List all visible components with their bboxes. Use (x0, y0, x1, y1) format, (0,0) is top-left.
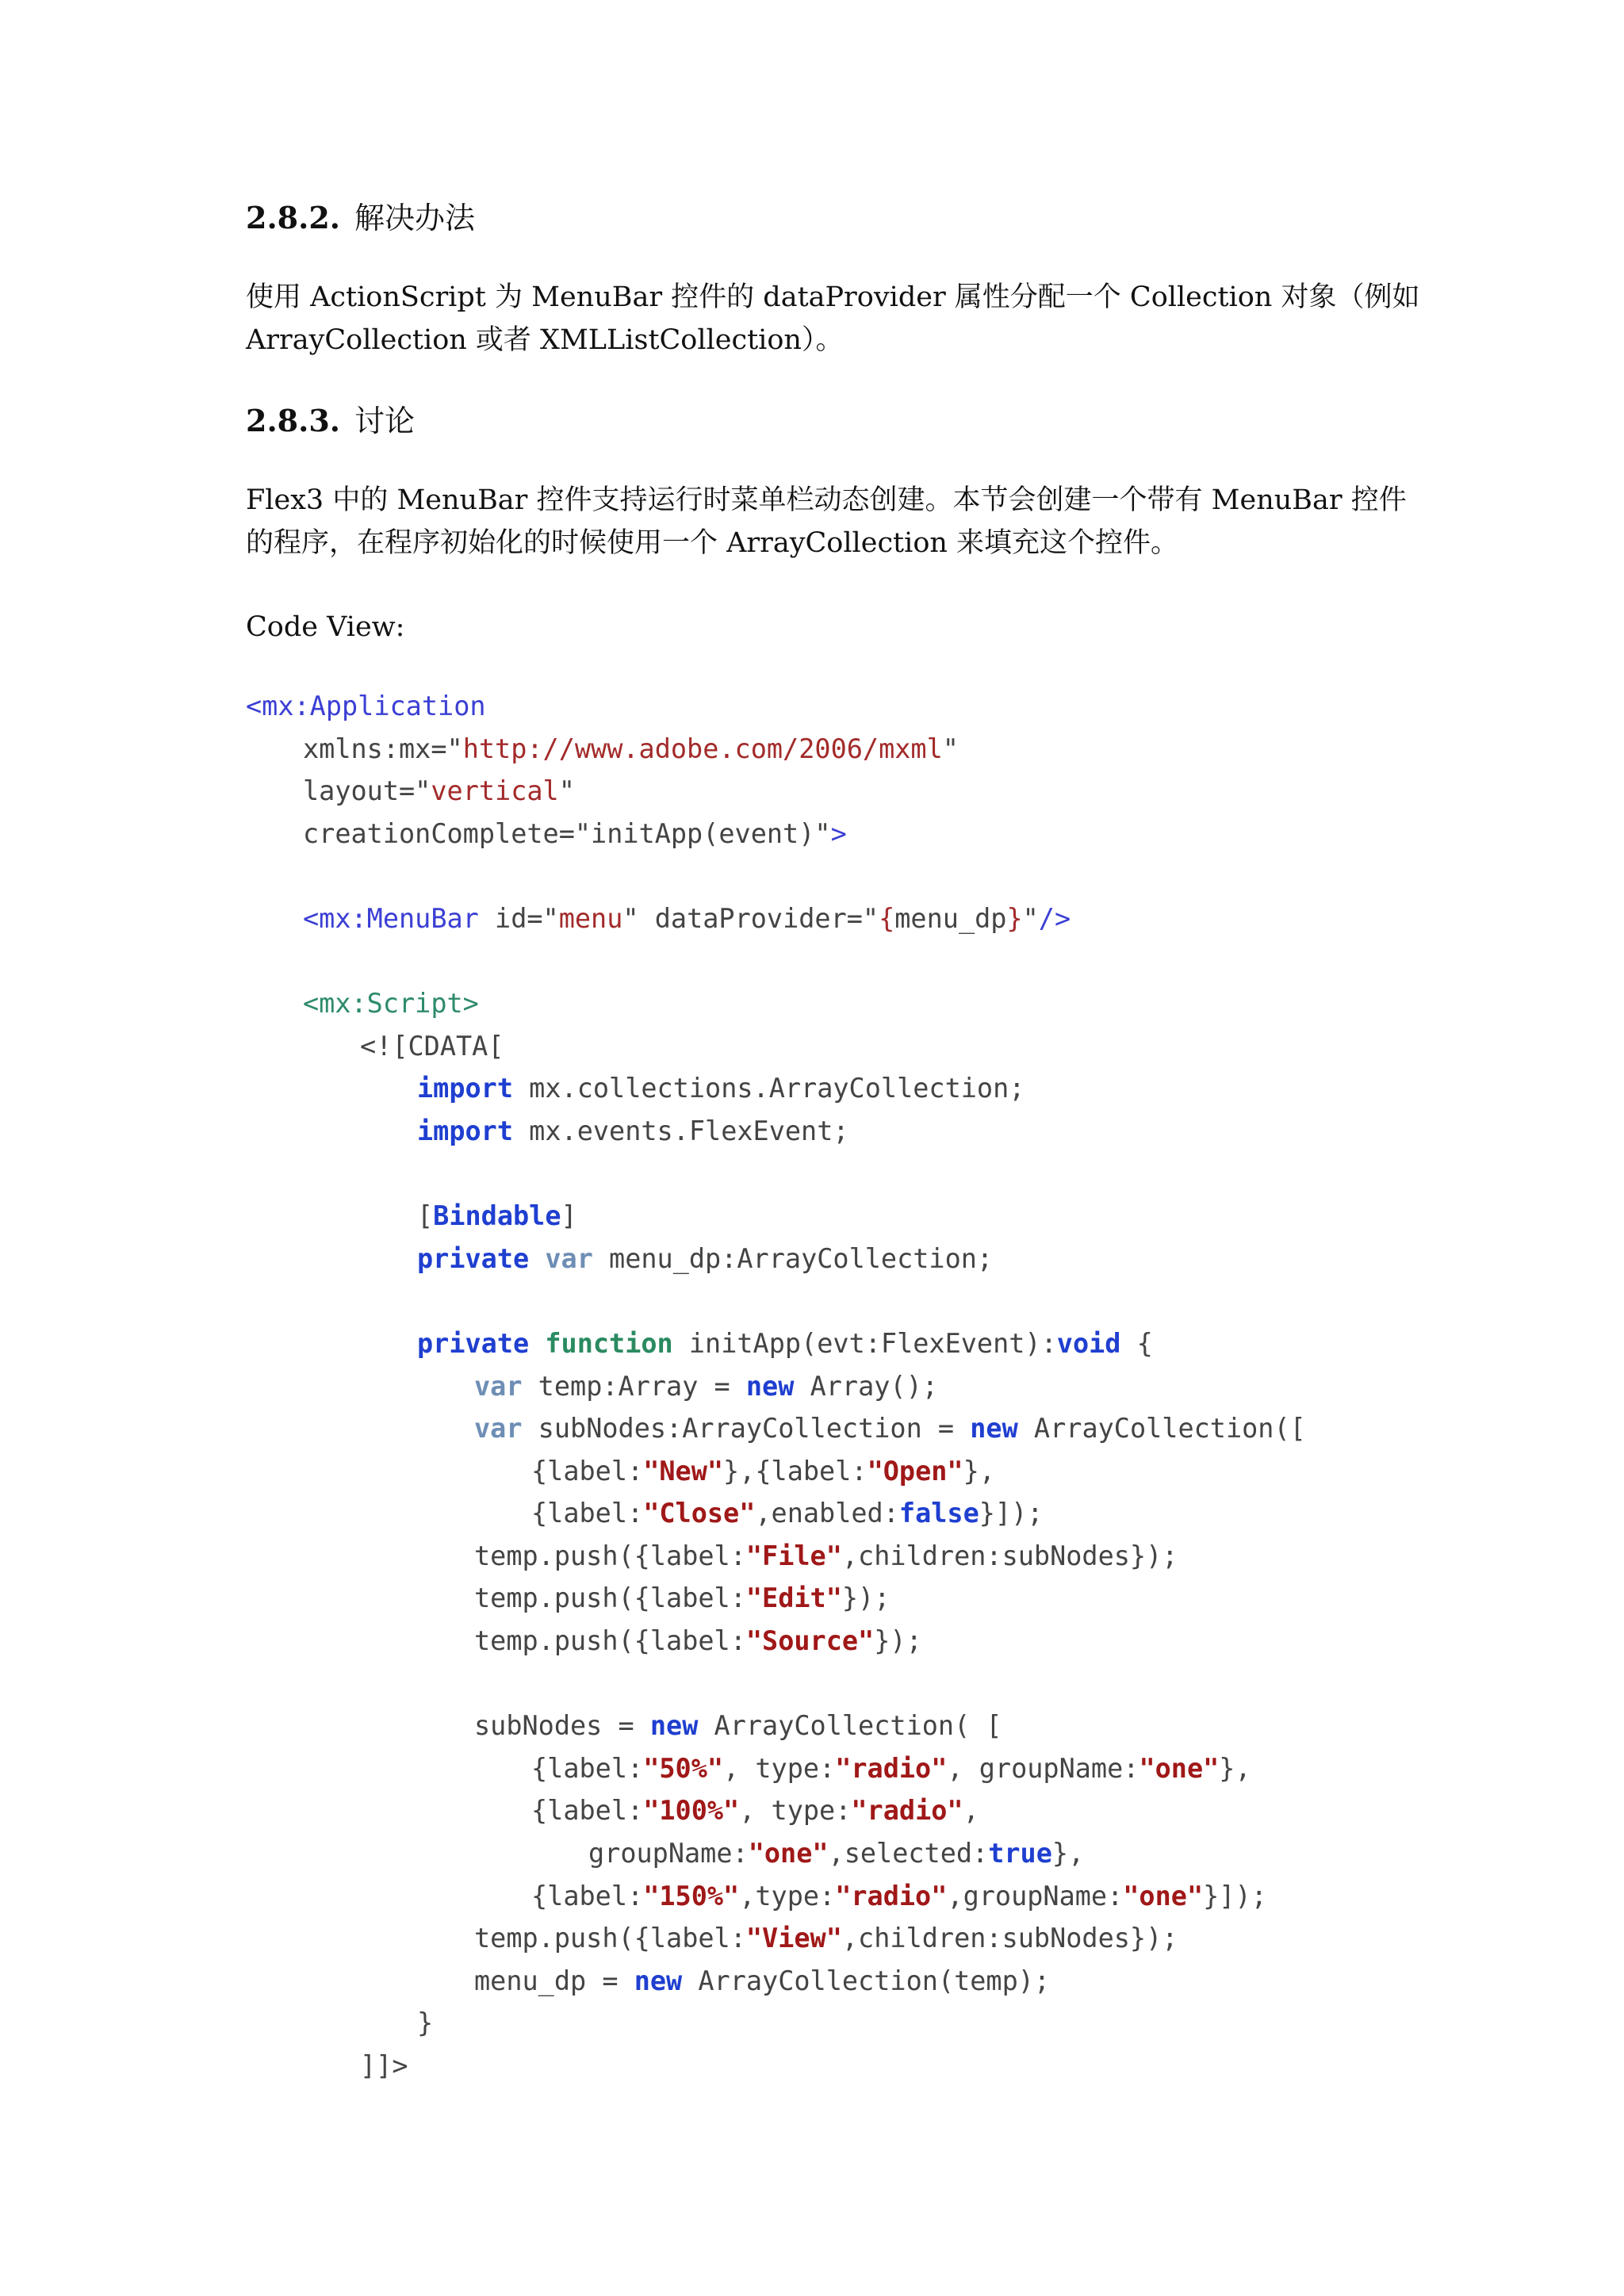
code-line-blank (246, 940, 1594, 983)
code-line: {label:"100%", type:"radio", (531, 1795, 979, 1827)
code-line: temp.push({label:"Source"}); (474, 1625, 922, 1657)
code-line: temp.push({label:"Edit"}); (474, 1582, 891, 1614)
paragraph-solution (246, 276, 1420, 362)
code-line: {label:"New"},{label:"Open"}, (531, 1455, 995, 1487)
code-line: menu_dp = new ArrayCollection(temp); (474, 1965, 1051, 1996)
code-line-blank (246, 1663, 1594, 1705)
code-line: private var menu_dp:ArrayCollection; (417, 1242, 994, 1274)
code-line: ]]> (360, 2050, 408, 2081)
code-listing (246, 685, 1594, 2087)
code-line: import mx.collections.ArrayCollection; (417, 1073, 1025, 1104)
section-number: 2.8.2. (246, 200, 341, 235)
code-line: var temp:Array = new Array(); (474, 1370, 938, 1402)
code-line: [Bindable] (417, 1200, 577, 1232)
paragraph-discussion (246, 479, 1407, 564)
code-line: } (417, 2007, 434, 2039)
code-line: xmlns:mx="http://www.adobe.com/2006/mxml" (303, 733, 959, 764)
code-line: <![CDATA[ (360, 1030, 504, 1062)
paragraph-line: 使用 ActionScript 为 MenuBar 控件的 dataProvider 属性分配一个 Collection 对象（例如 (246, 281, 1420, 313)
code-line: {label:"Close",enabled:false}]); (531, 1498, 1044, 1529)
code-line: temp.push({label:"File",children:subNodes}); (474, 1540, 1178, 1571)
section-number: 2.8.3. (246, 403, 341, 438)
code-line: <mx:Application (246, 691, 486, 721)
section-title: 解决办法 (354, 201, 476, 235)
code-line: layout="vertical" (303, 775, 575, 807)
code-line-blank (246, 1153, 1594, 1196)
code-line: subNodes = new ArrayCollection( [ (474, 1710, 1002, 1742)
section-heading-2-8-3 (246, 401, 415, 441)
code-line: groupName:"one",selected:true}, (588, 1838, 1085, 1869)
code-line: private function initApp(evt:FlexEvent):void { (417, 1327, 1153, 1359)
paragraph-line: 的程序，在程序初始化的时候使用一个 ArrayCollection 来填充这个控件。 (246, 527, 1179, 559)
code-line-blank (246, 855, 1594, 897)
section-heading-2-8-2 (246, 198, 475, 238)
code-line-blank (246, 1280, 1594, 1322)
section-title: 讨论 (354, 404, 416, 438)
code-line: <mx:Script> (303, 988, 479, 1020)
paragraph-line: ArrayCollection 或者 XMLListCollection）。 (246, 324, 844, 356)
code-line: temp.push({label:"View",children:subNodes}); (474, 1923, 1178, 1954)
code-line: {label:"150%",type:"radio",groupName:"one"}]); (531, 1880, 1267, 1911)
code-line: {label:"50%", type:"radio", groupName:"one"}, (531, 1752, 1251, 1784)
code-line: <mx:MenuBar id="menu" dataProvider="{menu_dp}"/> (303, 902, 1071, 934)
code-view-label: Code View: (246, 611, 405, 643)
paragraph-line: Flex3 中的 MenuBar 控件支持运行时菜单栏动态创建。本节会创建一个带有 MenuBar 控件 (246, 484, 1407, 516)
code-line: creationComplete="initApp(event)"> (303, 817, 847, 849)
code-line: var subNodes:ArrayCollection = new ArrayCollection([ (474, 1413, 1306, 1445)
code-line: import mx.events.FlexEvent; (417, 1115, 849, 1146)
